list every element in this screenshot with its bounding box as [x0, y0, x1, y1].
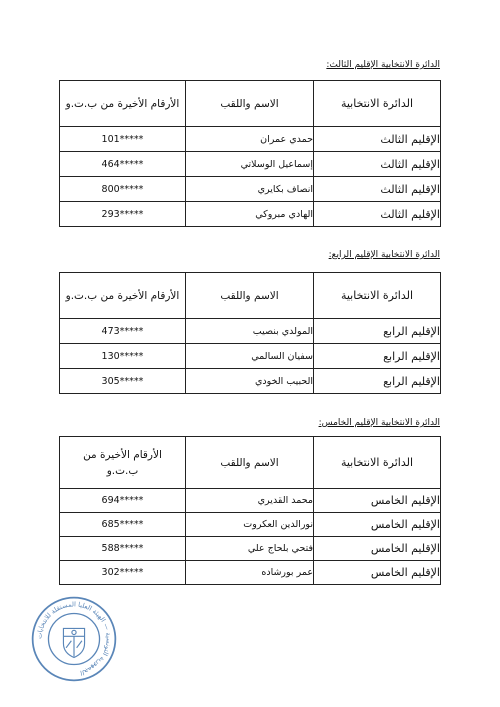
seal-text: الجمهورية التونسية — الهيئة العليا المستقلة للانتخابات — [35, 600, 113, 677]
name-cell: حمدي عمران — [186, 127, 314, 152]
table-row — [60, 369, 441, 394]
table-row — [60, 513, 441, 537]
column-header-name: الاسم واللقب — [186, 81, 314, 127]
name-cell: فتحي بلحاج علي — [186, 537, 314, 561]
digits-cell: 464***** — [60, 152, 186, 177]
column-header-name: الاسم واللقب — [186, 273, 314, 319]
digits-cell: 130***** — [60, 344, 186, 369]
section-title-region-4: الدائرة الانتخابية الإقليم الرابع: — [328, 250, 440, 260]
name-cell: محمد القديري — [186, 489, 314, 513]
district-cell: الإقليم الرابع — [314, 369, 441, 394]
table-row — [60, 127, 441, 152]
column-header-digits — [60, 437, 186, 489]
name-cell: الحبيب الخودي — [186, 369, 314, 394]
section-title-region-5: الدائرة الانتخابية الإقليم الخامس: — [318, 418, 440, 428]
table-row — [60, 319, 441, 344]
official-seal-icon — [30, 595, 118, 683]
column-header-digits: الأرقام الأخيرة من ب.ت.و — [60, 81, 186, 127]
header-row — [60, 437, 441, 489]
name-cell: المولدي بنصيب — [186, 319, 314, 344]
table-row — [60, 177, 441, 202]
digits-cell: 302***** — [60, 561, 186, 585]
digits-cell: 305***** — [60, 369, 186, 394]
name-cell: سفيان السالمي — [186, 344, 314, 369]
region-3-table — [59, 80, 441, 227]
column-header-digits: الأرقام الأخيرة من ب.ت.و — [60, 273, 186, 319]
district-cell: الإقليم الثالث — [314, 177, 441, 202]
district-cell: الإقليم الخامس — [314, 537, 441, 561]
district-cell: الإقليم الثالث — [314, 202, 441, 227]
district-cell: الإقليم الرابع — [314, 344, 441, 369]
region-5-table — [59, 436, 441, 585]
table-row — [60, 489, 441, 513]
digits-cell: 293***** — [60, 202, 186, 227]
section-title-region-3: الدائرة الانتخابية الإقليم الثالث: — [326, 60, 440, 70]
digits-cell: 101***** — [60, 127, 186, 152]
table-row — [60, 344, 441, 369]
table-row — [60, 152, 441, 177]
district-cell: الإقليم الخامس — [314, 513, 441, 537]
name-cell: نورالدين العكروت — [186, 513, 314, 537]
column-header-district: الدائرة الانتخابية — [314, 437, 441, 489]
digits-cell: 473***** — [60, 319, 186, 344]
name-cell: إسماعيل الوسلاتي — [186, 152, 314, 177]
table-row — [60, 561, 441, 585]
column-header-district: الدائرة الانتخابية — [314, 273, 441, 319]
district-cell: الإقليم الثالث — [314, 127, 441, 152]
table-row — [60, 202, 441, 227]
column-header-digits-line2: ب.ت.و — [106, 464, 139, 477]
header-row — [60, 81, 441, 127]
district-cell: الإقليم الخامس — [314, 489, 441, 513]
name-cell: انصاف بكايري — [186, 177, 314, 202]
header-row — [60, 273, 441, 319]
district-cell: الإقليم الثالث — [314, 152, 441, 177]
table-row — [60, 537, 441, 561]
digits-cell: 588***** — [60, 537, 186, 561]
region-4-table — [59, 272, 441, 394]
digits-cell: 685***** — [60, 513, 186, 537]
digits-cell: 800***** — [60, 177, 186, 202]
seal-emblem — [63, 628, 84, 657]
column-header-digits-line1: الأرقام الأخيرة من — [83, 448, 162, 461]
district-cell: الإقليم الرابع — [314, 319, 441, 344]
column-header-district: الدائرة الانتخابية — [314, 81, 441, 127]
district-cell: الإقليم الخامس — [314, 561, 441, 585]
name-cell: عمر بورشاده — [186, 561, 314, 585]
name-cell: الهادي مبروكي — [186, 202, 314, 227]
column-header-name: الاسم واللقب — [186, 437, 314, 489]
digits-cell: 694***** — [60, 489, 186, 513]
